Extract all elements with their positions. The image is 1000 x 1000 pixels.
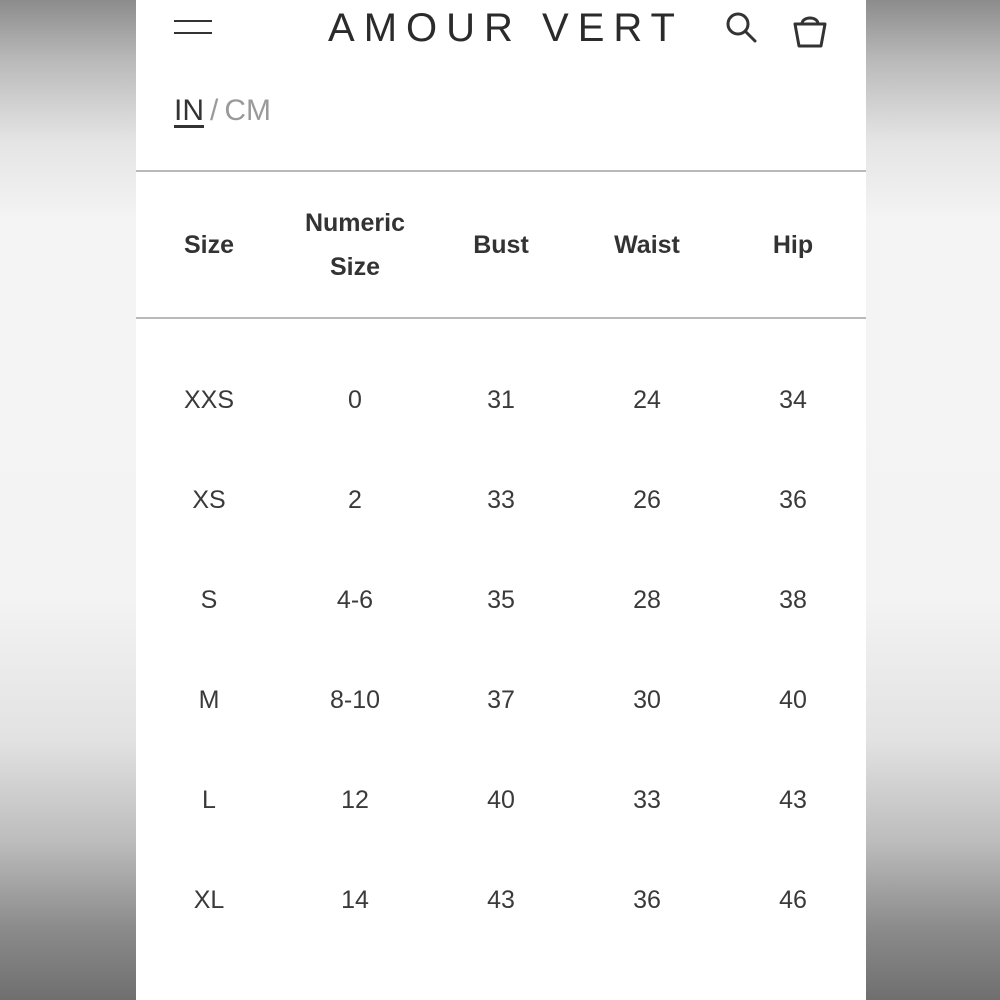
table-row	[136, 450, 866, 550]
cell-bust: 40	[487, 785, 515, 814]
table-row	[136, 650, 866, 750]
cell-size: S	[200, 585, 218, 614]
cell-hip: 43	[779, 785, 807, 814]
column-header-hip: Hip	[772, 230, 814, 259]
cell-size: L	[202, 785, 216, 814]
cell-bust: 35	[487, 585, 515, 614]
background-right	[866, 0, 1000, 1000]
cell-size: M	[198, 685, 220, 714]
table-header-divider	[136, 317, 866, 319]
size-chart-panel	[136, 0, 866, 1000]
size-table-header	[136, 172, 866, 317]
cell-numeric-size: 4-6	[336, 585, 374, 614]
cell-waist: 33	[633, 785, 661, 814]
cell-numeric-size: 0	[348, 385, 362, 414]
cell-size: XS	[192, 485, 226, 514]
cell-waist: 28	[633, 585, 661, 614]
cell-waist: 26	[633, 485, 661, 514]
cell-waist: 36	[633, 885, 661, 914]
size-table-body	[136, 350, 866, 950]
cell-bust: 37	[487, 685, 515, 714]
cell-numeric-size: 12	[341, 785, 369, 814]
shopping-bag-icon[interactable]	[790, 10, 830, 50]
site-header	[136, 0, 866, 60]
table-row	[136, 350, 866, 450]
brand-logo[interactable]: AMOUR VERT	[328, 6, 684, 50]
cell-waist: 30	[633, 685, 661, 714]
table-row	[136, 550, 866, 650]
cell-size: XXS	[183, 385, 235, 414]
cell-size: XL	[193, 885, 225, 914]
cell-numeric-size: 14	[341, 885, 369, 914]
cell-bust: 43	[487, 885, 515, 914]
cell-bust: 31	[487, 385, 515, 414]
column-header-numeric-size-text: Numeric Size	[304, 208, 406, 281]
cell-numeric-size: 2	[348, 485, 362, 514]
cell-hip: 40	[779, 685, 807, 714]
search-icon[interactable]	[724, 10, 758, 44]
unit-toggle	[174, 94, 271, 128]
unit-in-option[interactable]: IN	[174, 94, 204, 127]
unit-cm-option[interactable]: CM	[224, 94, 271, 127]
column-header-size: Size	[183, 230, 235, 259]
hamburger-menu-icon[interactable]	[174, 16, 214, 38]
cell-hip: 38	[779, 585, 807, 614]
column-header-numeric-size	[282, 172, 428, 317]
column-header-bust: Bust	[473, 230, 529, 259]
background-left	[0, 0, 136, 1000]
table-row	[136, 850, 866, 950]
cell-hip: 46	[779, 885, 807, 914]
cell-numeric-size: 8-10	[329, 685, 381, 714]
cell-hip: 34	[779, 385, 807, 414]
cell-waist: 24	[633, 385, 661, 414]
cell-hip: 36	[779, 485, 807, 514]
column-header-waist: Waist	[614, 230, 680, 259]
cell-bust: 33	[487, 485, 515, 514]
unit-separator: /	[210, 94, 219, 127]
table-row	[136, 750, 866, 850]
